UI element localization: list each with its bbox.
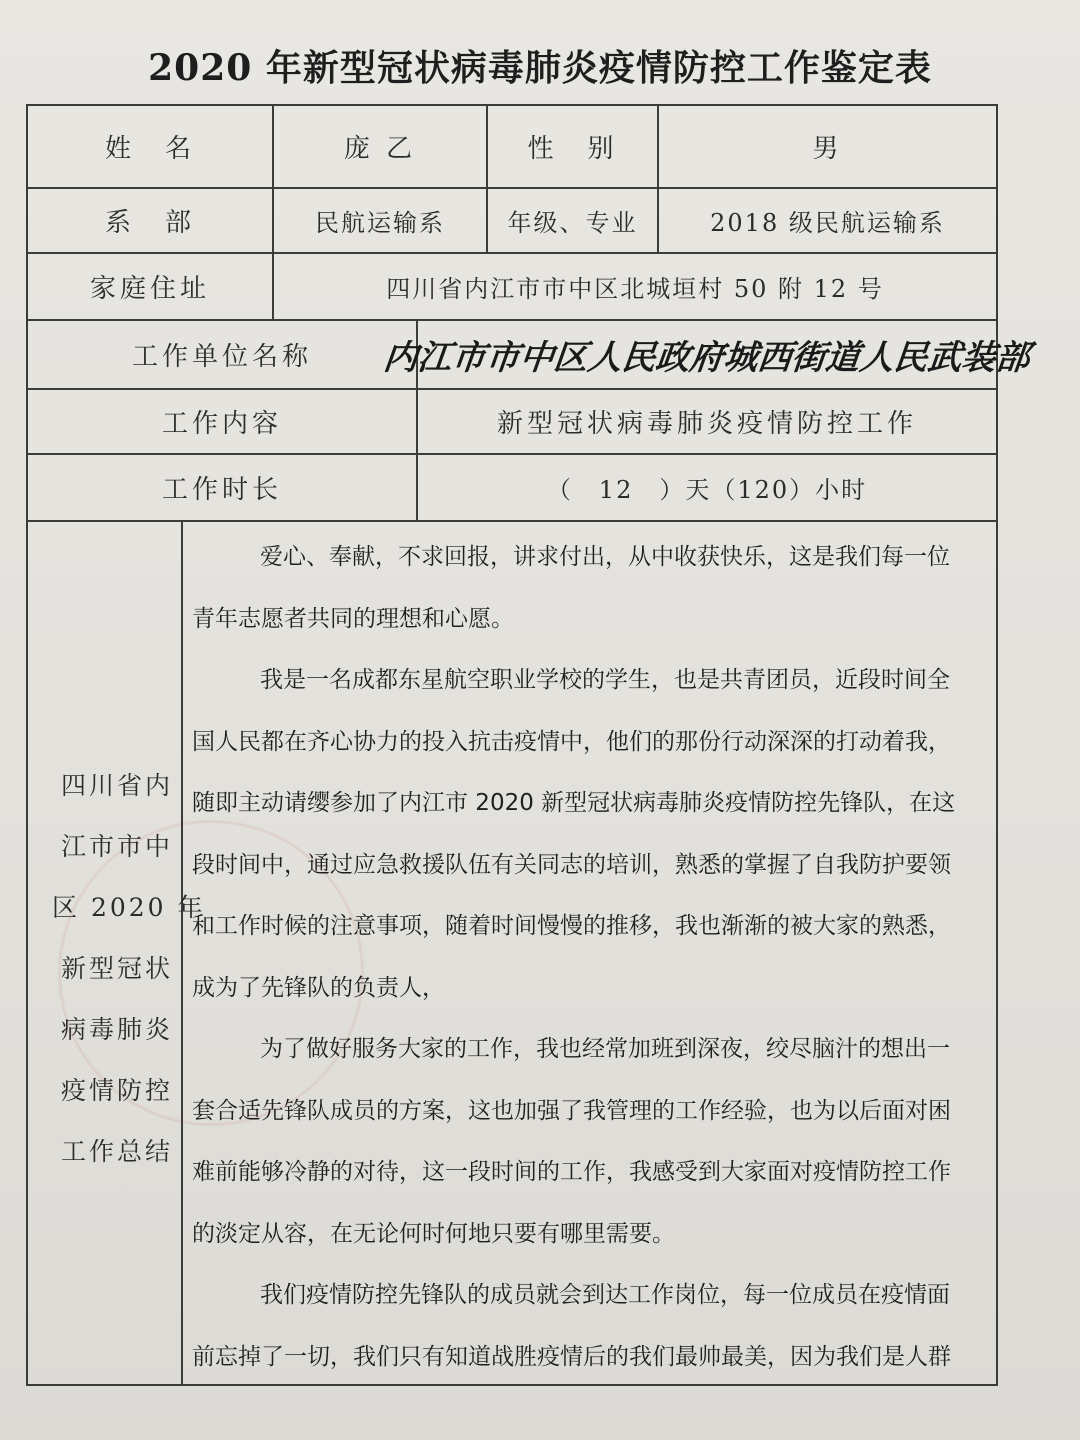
work-unit-label: 工作单位名称 bbox=[131, 342, 312, 372]
summary-line: 和工作时候的注意事项，随着时间慢慢的推移，我也渐渐的被大家的熟悉， bbox=[192, 913, 951, 939]
summary-label-line: 四川省内 bbox=[60, 771, 173, 800]
work-unit-value: 内江市市中区人民政府城西街道人民武装部 bbox=[381, 338, 1032, 378]
dept-label: 系 部 bbox=[104, 208, 195, 238]
summary-label-line: 江市市中 bbox=[60, 832, 173, 861]
summary-line: 套合适先锋队成员的方案，这也加强了我管理的工作经验，也为以后面对困 bbox=[192, 1097, 951, 1124]
summary-label-line: 区 2020 年 bbox=[52, 893, 206, 922]
summary-line: 成为了先锋队的负责人， bbox=[192, 974, 445, 1001]
work-duration-label: 工作时长 bbox=[161, 475, 282, 505]
row-divider bbox=[26, 520, 998, 522]
summary-label-line: 新型冠状 bbox=[60, 954, 173, 983]
summary-line: 的淡定从容，在无论何时何地只要有哪里需要。 bbox=[192, 1220, 675, 1247]
summary-line: 为了做好服务大家的工作，我也经常加班到深夜，绞尽脑汁的想出一 bbox=[260, 1036, 950, 1062]
work-content-value: 新型冠状病毒肺炎疫情防控工作 bbox=[496, 409, 917, 439]
grade-label: 年级、专业 bbox=[507, 209, 638, 237]
summary-line: 难前能够冷静的对待，这一段时间的工作，我感受到大家面对疫情防控工作 bbox=[192, 1159, 951, 1185]
summary-section-label bbox=[52, 755, 206, 1182]
summary-label-line: 病毒肺炎 bbox=[60, 1015, 173, 1044]
work-duration-value: （ 12 ）天（120）小时 bbox=[546, 476, 868, 504]
name-label: 姓 名 bbox=[104, 134, 195, 164]
dept-value: 民航运输系 bbox=[315, 209, 445, 237]
work-summary-text bbox=[192, 527, 992, 1388]
form-title: 2020 年新型冠状病毒肺炎疫情防控工作鉴定表 bbox=[148, 47, 932, 89]
address-label: 家庭住址 bbox=[89, 274, 210, 304]
summary-label-line: 工作总结 bbox=[60, 1137, 173, 1166]
gender-value: 男 bbox=[812, 134, 843, 164]
summary-line: 爱心、奉献，不求回报，讲求付出，从中收获快乐，这是我们每一位 bbox=[260, 544, 950, 570]
gender-label: 性 别 bbox=[527, 134, 618, 164]
address-value: 四川省内江市市中区北城垣村 50 附 12 号 bbox=[386, 275, 884, 303]
summary-line: 我们疫情防控先锋队的成员就会到达工作岗位，每一位成员在疫情面 bbox=[260, 1282, 950, 1308]
grade-value: 2018 级民航运输系 bbox=[710, 209, 945, 237]
work-content-label: 工作内容 bbox=[161, 409, 282, 439]
summary-line: 段时间中，通过应急救援队伍有关同志的培训，熟悉的掌握了自我防护要领 bbox=[192, 851, 951, 878]
summary-label-line: 疫情防控 bbox=[60, 1076, 173, 1105]
summary-line: 随即主动请缨参加了内江市 2020 新型冠状病毒肺炎疫情防控先锋队，在这 bbox=[192, 790, 956, 816]
summary-line: 前忘掉了一切，我们只有知道战胜疫情后的我们最帅最美，因为我们是人群 bbox=[192, 1343, 951, 1370]
name-value: 庞 乙 bbox=[343, 134, 417, 164]
summary-line: 青年志愿者共同的理想和心愿。 bbox=[192, 605, 514, 632]
summary-line: 国人民都在齐心协力的投入抗击疫情中，他们的那份行动深深的打动着我， bbox=[192, 728, 951, 755]
summary-line: 我是一名成都东星航空职业学校的学生，也是共青团员，近段时间全 bbox=[260, 667, 950, 693]
